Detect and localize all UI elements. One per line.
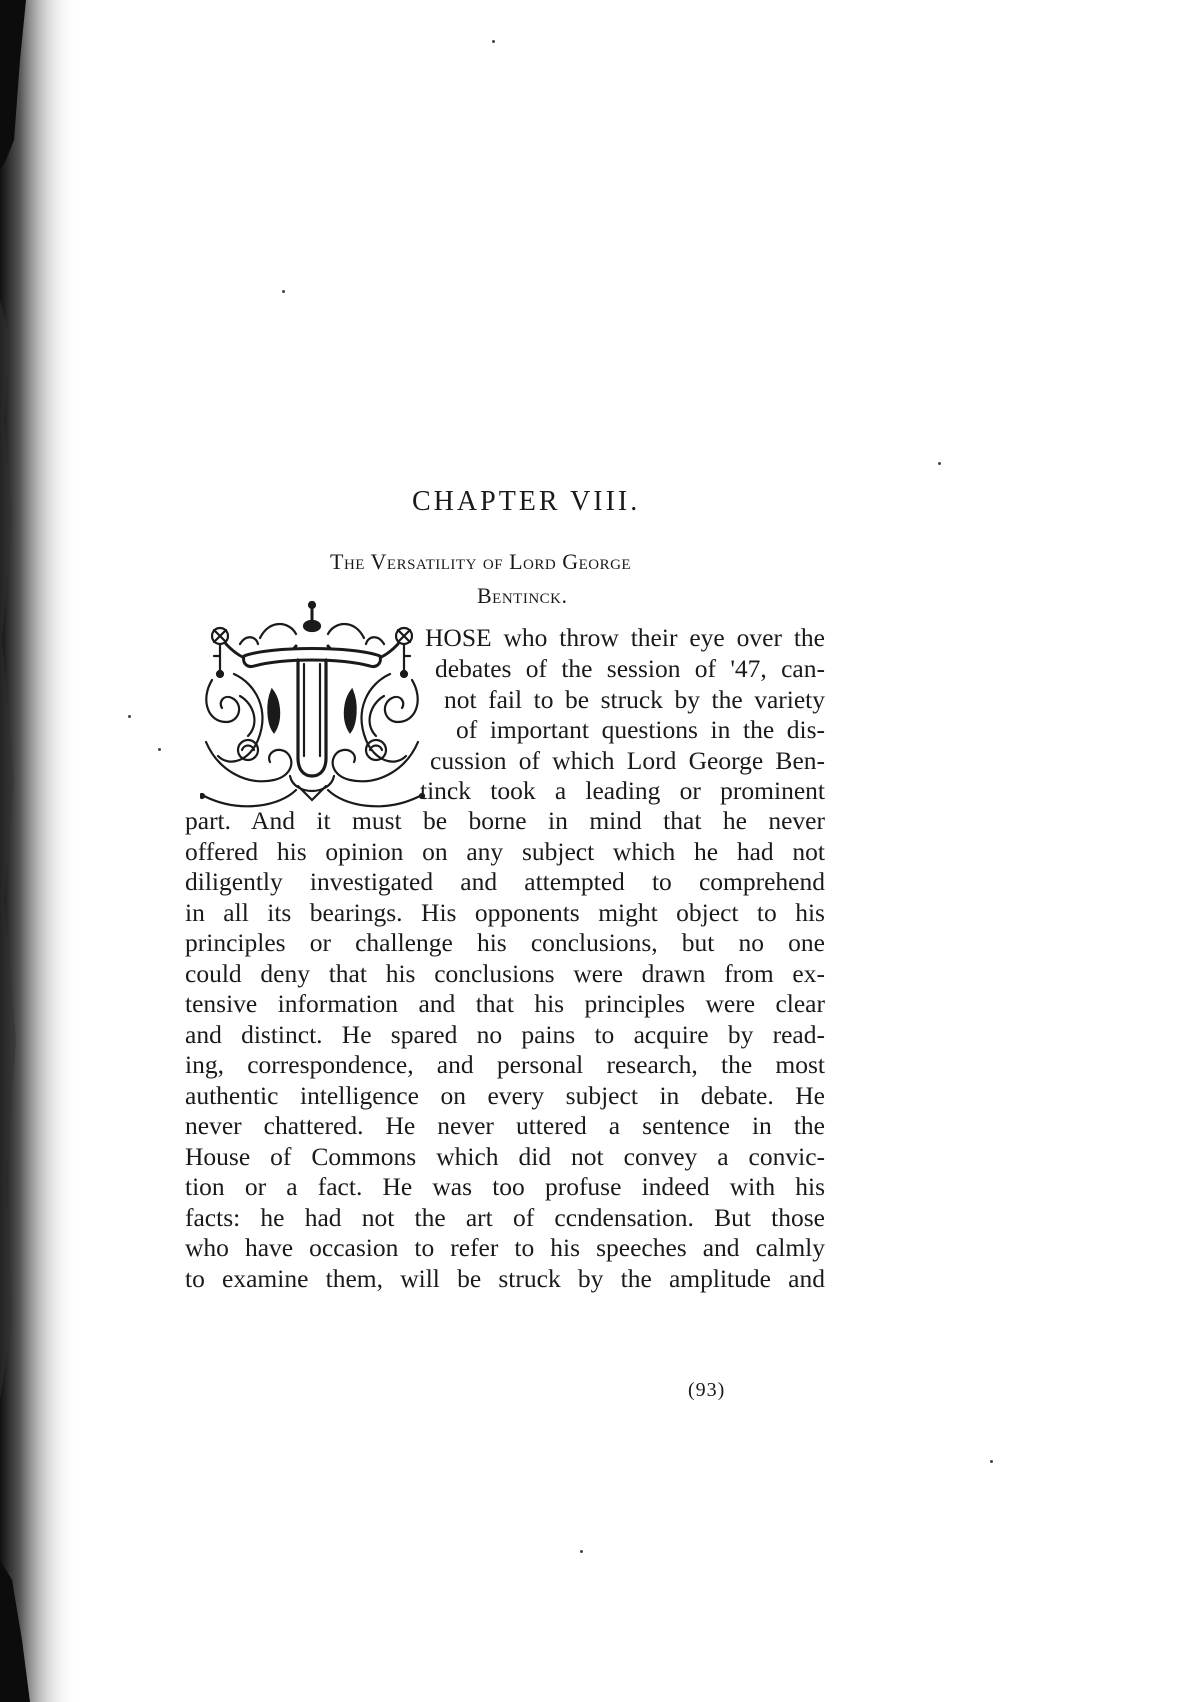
- body-text-line: tinck took a leading or prominent: [420, 776, 825, 805]
- scan-speck: [492, 40, 495, 43]
- scan-speck: [128, 715, 131, 718]
- body-text-line: and distinct. He spared no pains to acquire by read-: [185, 1020, 825, 1049]
- body-text-line: House of Commons which did not convey a convic-: [185, 1142, 825, 1171]
- body-text-line: of important questions in the dis-: [456, 715, 825, 744]
- body-text-line: to examine them, will be struck by the amplitude and: [185, 1264, 825, 1293]
- body-text-line: could deny that his conclusions were drawn from ex-: [185, 959, 825, 988]
- scan-speck: [580, 1550, 583, 1553]
- body-text-line: in all its bearings. His opponents might object to his: [185, 898, 825, 927]
- body-text-line: diligently investigated and attempted to comprehend: [185, 867, 825, 896]
- body-text-line: debates of the session of '47, can-: [435, 654, 825, 683]
- scan-speck: [990, 1460, 993, 1463]
- scan-speck: [282, 290, 285, 293]
- body-text-line: ing, correspondence, and personal research, the most: [185, 1050, 825, 1079]
- body-text-line: tion or a fact. He was too profuse indeed with his: [185, 1172, 825, 1201]
- scan-speck: [938, 462, 941, 465]
- body-text-line: never chattered. He never uttered a sentence in the: [185, 1111, 825, 1140]
- body-text-line: part. And it must be borne in mind that he never: [185, 806, 825, 835]
- body-text-line: cussion of which Lord George Ben-: [430, 746, 825, 775]
- body-text-line: authentic intelligence on every subject in debate. He: [185, 1081, 825, 1110]
- page-number: (93): [688, 1379, 726, 1401]
- body-text-line: tensive information and that his principles were clear: [185, 989, 825, 1018]
- body-text-line: not fail to be struck by the variety: [444, 685, 825, 714]
- page-binding-shadow: [0, 0, 78, 1702]
- chapter-title-line: The Versatility of Lord George: [330, 549, 632, 574]
- body-text-line: who have occasion to refer to his speeches and calmly: [185, 1233, 825, 1262]
- chapter-heading: CHAPTER VIII.: [412, 486, 641, 517]
- ornamental-initial-T-icon: [200, 600, 425, 825]
- body-text-line: offered his opinion on any subject which he had not: [185, 837, 825, 866]
- chapter-title-line: Bentinck.: [477, 583, 568, 608]
- body-text-line: facts: he had not the art of ccndensation. But those: [185, 1203, 825, 1232]
- body-text-line: principles or challenge his conclusions, but no one: [185, 928, 825, 957]
- body-text-line: HOSE who throw their eye over the: [425, 623, 825, 652]
- scan-speck: [158, 748, 161, 751]
